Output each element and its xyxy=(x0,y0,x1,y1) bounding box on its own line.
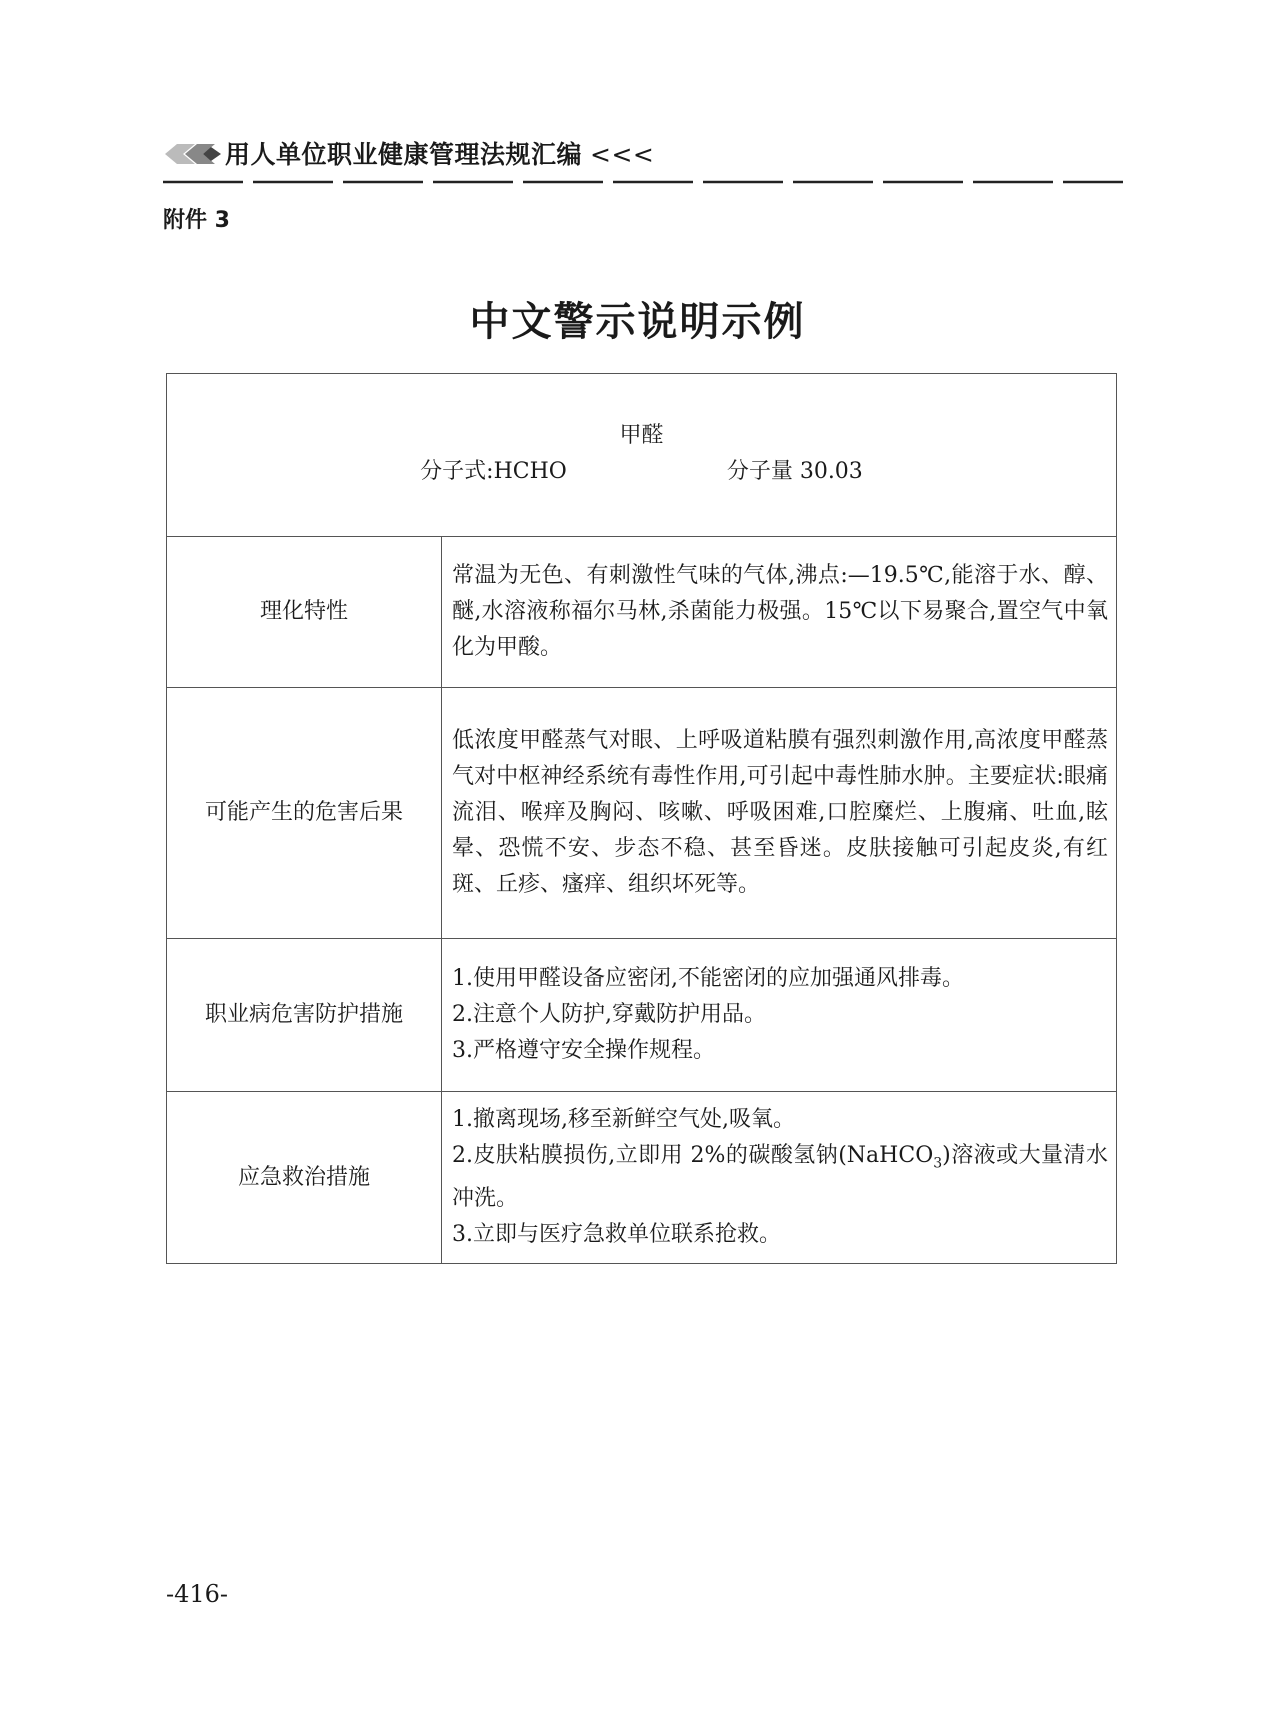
page-number: -416- xyxy=(166,1580,229,1608)
document-title: 中文警示说明示例 xyxy=(469,299,806,345)
substance-header-row xyxy=(167,374,1117,537)
list-item: 3.立即与医疗急救单位联系抢救。 xyxy=(452,1222,781,1248)
header-arrows: <<< xyxy=(590,140,655,169)
formula-line xyxy=(167,454,1116,490)
row-label-protection: 职业病危害防护措施 xyxy=(167,939,442,1092)
row-label-properties: 理化特性 xyxy=(167,537,442,688)
row-content-properties xyxy=(442,537,1117,688)
substance-name: 甲醛 xyxy=(619,423,664,448)
list-item xyxy=(452,1138,1108,1217)
list-item: 1.撤离现场,移至新鲜空气处,吸氧。 xyxy=(452,1107,795,1132)
list-item-text: 2.皮肤粘膜损伤,立即用 2%的碳酸氢钠(NaHCO xyxy=(452,1143,934,1168)
row-label-emergency: 应急救治措施 xyxy=(167,1092,442,1264)
content-text: 低浓度甲醛蒸气对眼、上呼吸道粘膜有强烈刺激作用,高浓度甲醛蒸气对中枢神经系统有毒性作用,可引起中毒性肺水肿。主要症状:眼痛流泪、喉痒及胸闷、咳嗽、呼吸困难,口腔糜烂、上腹痛、吐血,眩晕、恐慌不安、步态不稳、甚至昏迷。皮肤接触可引起皮炎,有红斑、丘疹、瘙痒、组织坏死等。 xyxy=(452,728,1108,897)
double-diamond-logo-icon xyxy=(163,142,223,166)
subscript-three: 3 xyxy=(933,1155,943,1172)
attachment-label: 附件 3 xyxy=(163,208,230,233)
list-item: 2.注意个人防护,穿戴防护用品。 xyxy=(452,1002,766,1027)
molecular-formula: 分子式:HCHO xyxy=(420,459,567,484)
content-text: 常温为无色、有刺激性气味的气体,沸点:—19.5℃,能溶于水、醇、醚,水溶液称福尔马林,杀菌能力极强。15℃以下易聚合,置空气中氧化为甲酸。 xyxy=(452,563,1108,660)
running-header xyxy=(163,138,1123,190)
row-label-hazards: 可能产生的危害后果 xyxy=(167,688,442,939)
molecular-weight: 分子量 30.03 xyxy=(726,459,863,484)
row-content-hazards xyxy=(442,688,1117,939)
list-item: 1.使用甲醛设备应密闭,不能密闭的应加强通风排毒。 xyxy=(452,966,964,991)
warning-info-table xyxy=(166,373,1117,1264)
header-dashed-rule xyxy=(163,180,1123,184)
row-content-protection xyxy=(442,939,1117,1092)
header-title xyxy=(225,138,654,172)
table-row xyxy=(167,537,1117,688)
row-content-emergency xyxy=(442,1092,1117,1264)
substance-header-cell xyxy=(167,374,1117,537)
table-row xyxy=(167,688,1117,939)
table-row xyxy=(167,1092,1117,1264)
list-item-text: )溶液或大量清水冲洗。 xyxy=(452,1143,1108,1212)
header-title-text: 用人单位职业健康管理法规汇编 xyxy=(225,140,583,169)
list-item: 3.严格遵守安全操作规程。 xyxy=(452,1038,715,1063)
table-row xyxy=(167,939,1117,1092)
